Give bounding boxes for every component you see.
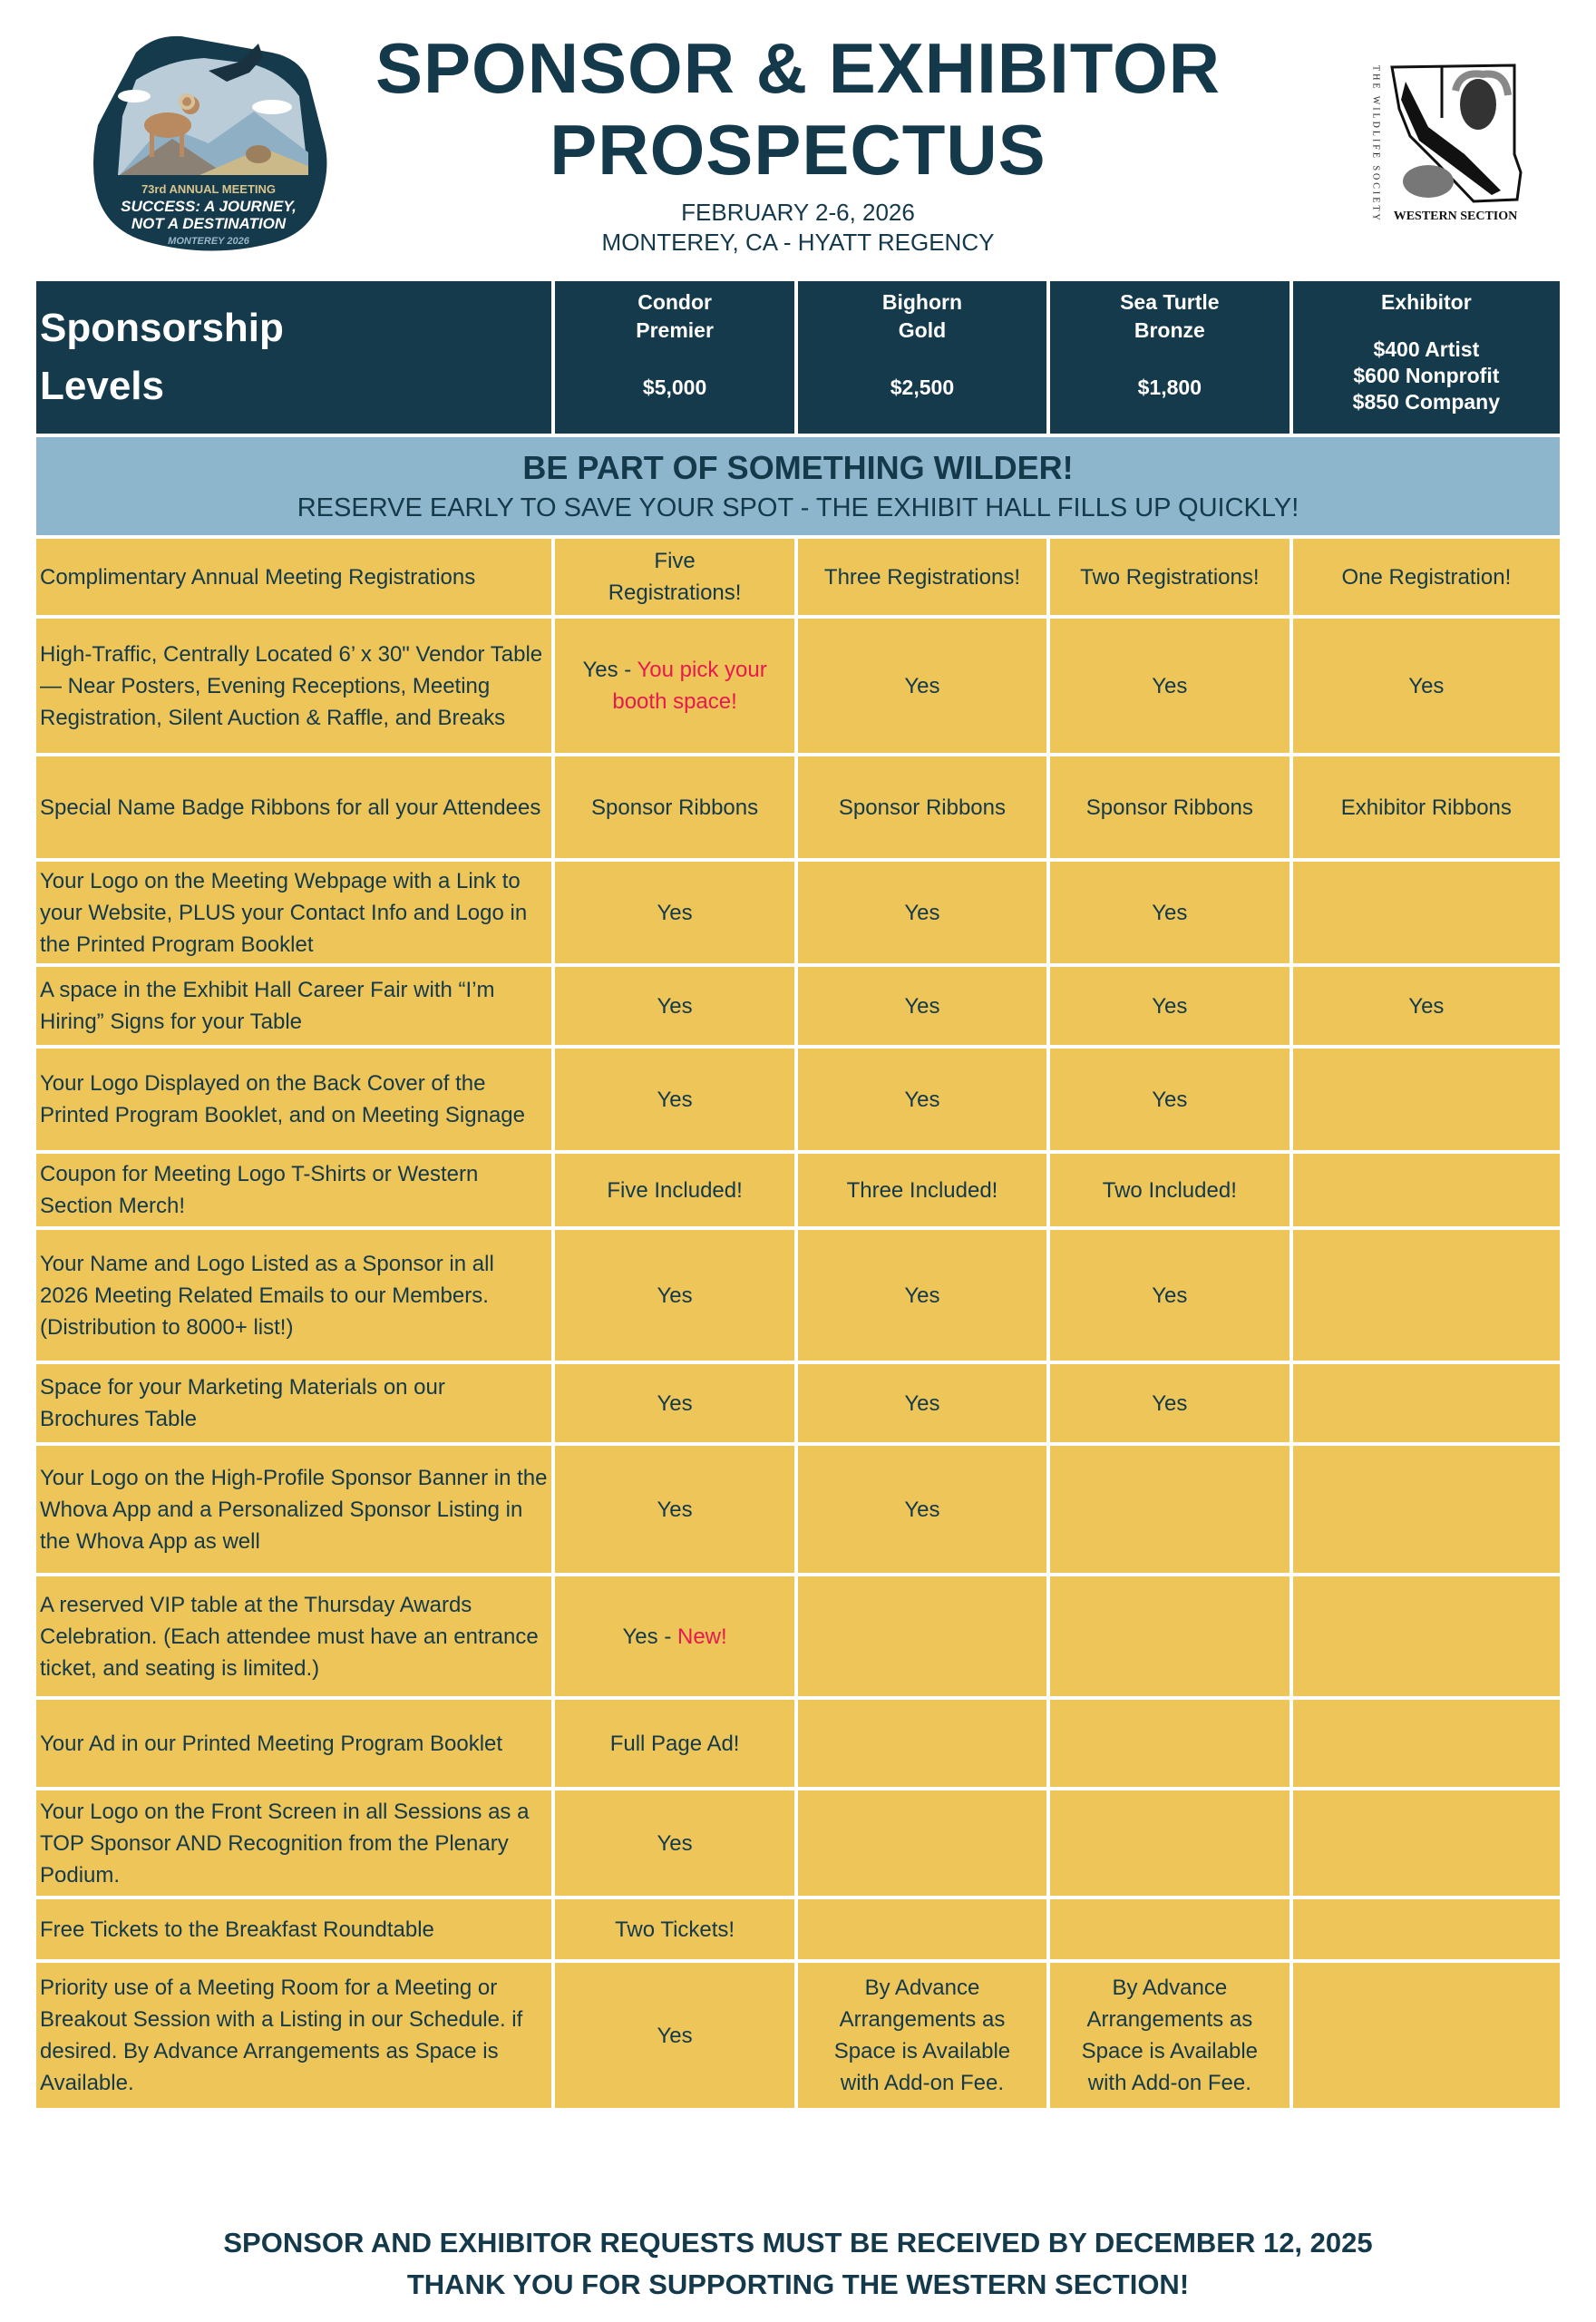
benefit-value: Yes: [904, 1390, 940, 1416]
benefit-value: Yes: [657, 1497, 693, 1522]
benefit-value: Sponsor Ribbons: [838, 795, 1007, 820]
benefit-cell: [1050, 539, 1289, 615]
feature-label: Coupon for Meeting Logo T-Shirts or Western Section Merch!: [36, 1154, 551, 1226]
benefit-value: Yes: [1408, 673, 1445, 698]
feature-row: [36, 1049, 1560, 1150]
benefit-cell: [798, 539, 1046, 615]
benefit-cell: [555, 1049, 794, 1150]
benefit-cell: [1050, 1230, 1289, 1361]
western-section-logo: [1365, 54, 1528, 227]
exhibitor-prices: $400 Artist $600 Nonprofit $850 Company: [1352, 337, 1501, 414]
benefit-cell: [555, 1576, 794, 1696]
benefit-value: Yes: [904, 900, 940, 925]
benefit-cell: [1293, 1963, 1560, 2108]
banner-subtitle: RESERVE EARLY TO SAVE YOUR SPOT - THE EXHIBIT HALL FILLS UP QUICKLY!: [297, 493, 1299, 522]
levels-header-row: [36, 281, 1560, 434]
benefit-value: Yes: [1152, 993, 1188, 1019]
benefit-cell: [1293, 1230, 1560, 1361]
benefit-cell: [555, 862, 794, 963]
benefit-cell: [1050, 1790, 1289, 1896]
feature-row: [36, 1446, 1560, 1573]
page-title-line2: PROSPECTUS: [550, 110, 1046, 190]
page-title-line1: SPONSOR & EXHIBITOR: [375, 28, 1221, 108]
level-price: $1,800: [1137, 376, 1202, 399]
benefit-value: By Advance Arrangements as Space is Available with Add-on Fee.: [833, 1976, 1011, 2095]
feature-row: [36, 619, 1560, 753]
benefit-value: Two Included!: [1102, 1177, 1237, 1203]
benefit-cell: [1050, 1576, 1289, 1696]
promo-banner-row: [36, 437, 1560, 535]
title-block: [345, 27, 1251, 258]
logo-meeting-text: 73rd ANNUAL MEETING: [141, 182, 277, 196]
sponsorship-table: [33, 278, 1563, 2112]
benefit-cell: [555, 1446, 794, 1573]
feature-row: [36, 1790, 1560, 1896]
benefit-value: Yes: [904, 673, 940, 698]
benefit-cell: [1293, 1790, 1560, 1896]
benefit-cell: [798, 1790, 1046, 1896]
feature-label: Complimentary Annual Meeting Registrations: [36, 539, 551, 615]
feature-row: [36, 1154, 1560, 1226]
feature-row: [36, 539, 1560, 615]
benefit-cell: [1293, 1446, 1560, 1573]
feature-label: Your Logo on the Meeting Webpage with a Link to your Website, PLUS your Contact Info and Logo in the Printed Program Booklet: [36, 862, 551, 963]
benefit-value: Yes: [657, 1087, 693, 1112]
feature-label: Your Logo Displayed on the Back Cover of the Printed Program Booklet, and on Meeting Signage: [36, 1049, 551, 1150]
page-footer: [0, 2222, 1596, 2306]
benefit-cell: [1050, 1154, 1289, 1226]
benefit-cell: [798, 619, 1046, 753]
benefit-value: Yes: [1152, 1390, 1188, 1416]
benefit-cell: [798, 1154, 1046, 1226]
benefit-value: Sponsor Ribbons: [591, 795, 759, 820]
benefit-cell: [798, 1963, 1046, 2108]
feature-rows: [36, 539, 1560, 2108]
benefit-value: Sponsor Ribbons: [1085, 795, 1253, 820]
benefit-cell: [798, 1446, 1046, 1573]
feature-label: Your Name and Logo Listed as a Sponsor in all 2026 Meeting Related Emails to our Members. (Distribution to 8000+ list!): [36, 1230, 551, 1361]
benefit-value: Five Registrations!: [608, 549, 742, 605]
benefit-cell: [1050, 1364, 1289, 1442]
banner-title: BE PART OF SOMETHING WILDER!: [522, 449, 1074, 486]
benefit-cell: [555, 1230, 794, 1361]
benefit-cell: [1050, 619, 1289, 753]
benefit-value: Yes: [1408, 993, 1445, 1019]
benefit-cell: [798, 1576, 1046, 1696]
feature-label: Priority use of a Meeting Room for a Meeting or Breakout Session with a Listing in our Schedule. if desired. By Advance Arrangements as Space is Available.: [36, 1963, 551, 2108]
benefit-cell: [555, 1154, 794, 1226]
event-location: MONTEREY, CA - HYATT REGENCY: [601, 229, 995, 256]
benefit-value: Two Registrations!: [1080, 564, 1260, 590]
benefit-value: By Advance Arrangements as Space is Available with Add-on Fee.: [1081, 1976, 1258, 2095]
benefit-cell: [1050, 1963, 1289, 2108]
benefit-cell: [1293, 756, 1560, 858]
benefit-value: Yes: [1152, 900, 1188, 925]
benefit-cell: [798, 1899, 1046, 1959]
benefit-value: Yes: [1152, 1087, 1188, 1112]
benefit-value: Yes: [657, 1390, 693, 1416]
sea-turtle-icon: [1403, 165, 1454, 198]
benefit-cell: [1050, 967, 1289, 1045]
page-header: [0, 0, 1596, 272]
benefit-cell: [1293, 862, 1560, 963]
benefit-value: Yes: [657, 2023, 693, 2048]
benefit-cell: [798, 1230, 1046, 1361]
benefit-cell: [555, 1963, 794, 2108]
benefit-cell: [1050, 1446, 1289, 1573]
benefit-value: Three Registrations!: [823, 564, 1020, 590]
benefit-cell: [1293, 1049, 1560, 1150]
benefit-value: One Registration!: [1341, 564, 1512, 590]
benefit-cell: [1293, 1899, 1560, 1959]
level-price: $2,500: [890, 376, 955, 399]
benefit-cell: [798, 862, 1046, 963]
logo-place: MONTEREY 2026: [168, 236, 249, 247]
benefit-cell: [1293, 1364, 1560, 1442]
feature-row: [36, 1700, 1560, 1787]
benefit-cell: [555, 756, 794, 858]
logo-vertical-text: THE WILDLIFE SOCIETY: [1370, 65, 1381, 223]
deadline-notice: SPONSOR AND EXHIBITOR REQUESTS MUST BE RECEIVED BY DECEMBER 12, 2025: [223, 2227, 1373, 2259]
benefit-cell: [798, 756, 1046, 858]
level-price: $5,000: [642, 376, 707, 399]
benefit-value: Yes: [657, 1283, 693, 1308]
feature-row: [36, 756, 1560, 858]
highlight-text: New!: [676, 1624, 727, 1649]
benefit-cell: [1293, 1576, 1560, 1696]
pika-icon: [246, 145, 271, 163]
benefit-value: Yes -: [622, 1624, 677, 1649]
benefit-cell: [1050, 756, 1289, 858]
benefit-cell: [555, 619, 794, 753]
level-sea-turtle: Sea Turtle Bronze $1,800: [1050, 281, 1289, 434]
benefit-cell: [555, 1364, 794, 1442]
benefit-value: Yes: [657, 1830, 693, 1856]
feature-label: Your Logo on the Front Screen in all Sessions as a TOP Sponsor AND Recognition from the Plenary Podium.: [36, 1790, 551, 1896]
feature-label: A space in the Exhibit Hall Career Fair with “I’m Hiring” Signs for your Table: [36, 967, 551, 1045]
level-condor: Condor Premier $5,000: [555, 281, 794, 434]
feature-row: [36, 1230, 1560, 1361]
feature-label: Your Ad in our Printed Meeting Program Booklet: [36, 1700, 551, 1787]
feature-label: High-Traffic, Centrally Located 6’ x 30" Vendor Table — Near Posters, Evening Receptions, Meeting Registration, Silent Auction & Raffle, and Breaks: [36, 619, 551, 753]
feature-label: A reserved VIP table at the Thursday Awards Celebration. (Each attendee must have an entrance ticket, and seating is limited.): [36, 1576, 551, 1696]
benefit-cell: [798, 967, 1046, 1045]
benefit-cell: [1293, 539, 1560, 615]
benefit-cell: [1050, 1049, 1289, 1150]
benefit-value: Five Included!: [607, 1177, 743, 1203]
benefit-cell: [1293, 1700, 1560, 1787]
benefit-value: Three Included!: [846, 1177, 998, 1203]
benefit-value: Yes: [904, 993, 940, 1019]
benefit-cell: [555, 1700, 794, 1787]
benefit-cell: [1050, 1700, 1289, 1787]
feature-row: [36, 1963, 1560, 2108]
benefit-value: Yes: [1152, 673, 1188, 698]
benefit-cell: [555, 539, 794, 615]
benefit-cell: [798, 1049, 1046, 1150]
feature-row: [36, 862, 1560, 963]
benefit-value: Yes: [904, 1283, 940, 1308]
logo-theme-line1: SUCCESS: A JOURNEY,: [121, 198, 297, 215]
benefit-value: Yes: [657, 993, 693, 1019]
benefit-value: Exhibitor Ribbons: [1340, 795, 1512, 820]
feature-row: [36, 1364, 1560, 1442]
annual-meeting-logo: [82, 16, 336, 261]
logo-theme-line2: NOT A DESTINATION: [131, 215, 287, 232]
benefit-value: Yes -: [582, 658, 637, 682]
benefit-cell: [1050, 862, 1289, 963]
level-bighorn: Bighorn Gold $2,500: [798, 281, 1046, 434]
promo-banner: [36, 437, 1560, 535]
highlight-text: You pick your booth space!: [612, 658, 767, 714]
benefit-value: Two Tickets!: [615, 1917, 735, 1942]
benefit-cell: [555, 967, 794, 1045]
level-exhibitor: Exhibitor $400 Artist $600 Nonprofit $850 Company: [1293, 281, 1560, 434]
feature-label: Your Logo on the High-Profile Sponsor Banner in the Whova App and a Personalized Sponsor Listing in the Whova App as well: [36, 1446, 551, 1573]
benefit-cell: [1293, 1154, 1560, 1226]
benefit-cell: [555, 1790, 794, 1896]
benefit-cell: [1293, 619, 1560, 753]
feature-row: [36, 967, 1560, 1045]
benefit-value: Yes: [657, 900, 693, 925]
feature-row: [36, 1899, 1560, 1959]
benefit-cell: [1050, 1899, 1289, 1959]
benefit-value: Yes: [904, 1087, 940, 1112]
benefit-value: Yes: [1152, 1283, 1188, 1308]
benefit-value: Yes: [904, 1497, 940, 1522]
benefit-cell: [798, 1364, 1046, 1442]
feature-row: [36, 1576, 1560, 1696]
benefit-value: Full Page Ad!: [609, 1731, 740, 1756]
feature-label: Space for your Marketing Materials on our Brochures Table: [36, 1364, 551, 1442]
feature-label: Special Name Badge Ribbons for all your Attendees: [36, 756, 551, 858]
benefit-cell: [798, 1700, 1046, 1787]
benefit-cell: [555, 1899, 794, 1959]
benefit-cell: [1293, 967, 1560, 1045]
levels-title: Sponsorship Levels: [36, 281, 551, 434]
thank-you-note: THANK YOU FOR SUPPORTING THE WESTERN SECTION!: [406, 2268, 1190, 2300]
logo-caption: WESTERN SECTION: [1393, 210, 1518, 223]
event-dates: FEBRUARY 2-6, 2026: [681, 199, 915, 226]
feature-label: Free Tickets to the Breakfast Roundtable: [36, 1899, 551, 1959]
